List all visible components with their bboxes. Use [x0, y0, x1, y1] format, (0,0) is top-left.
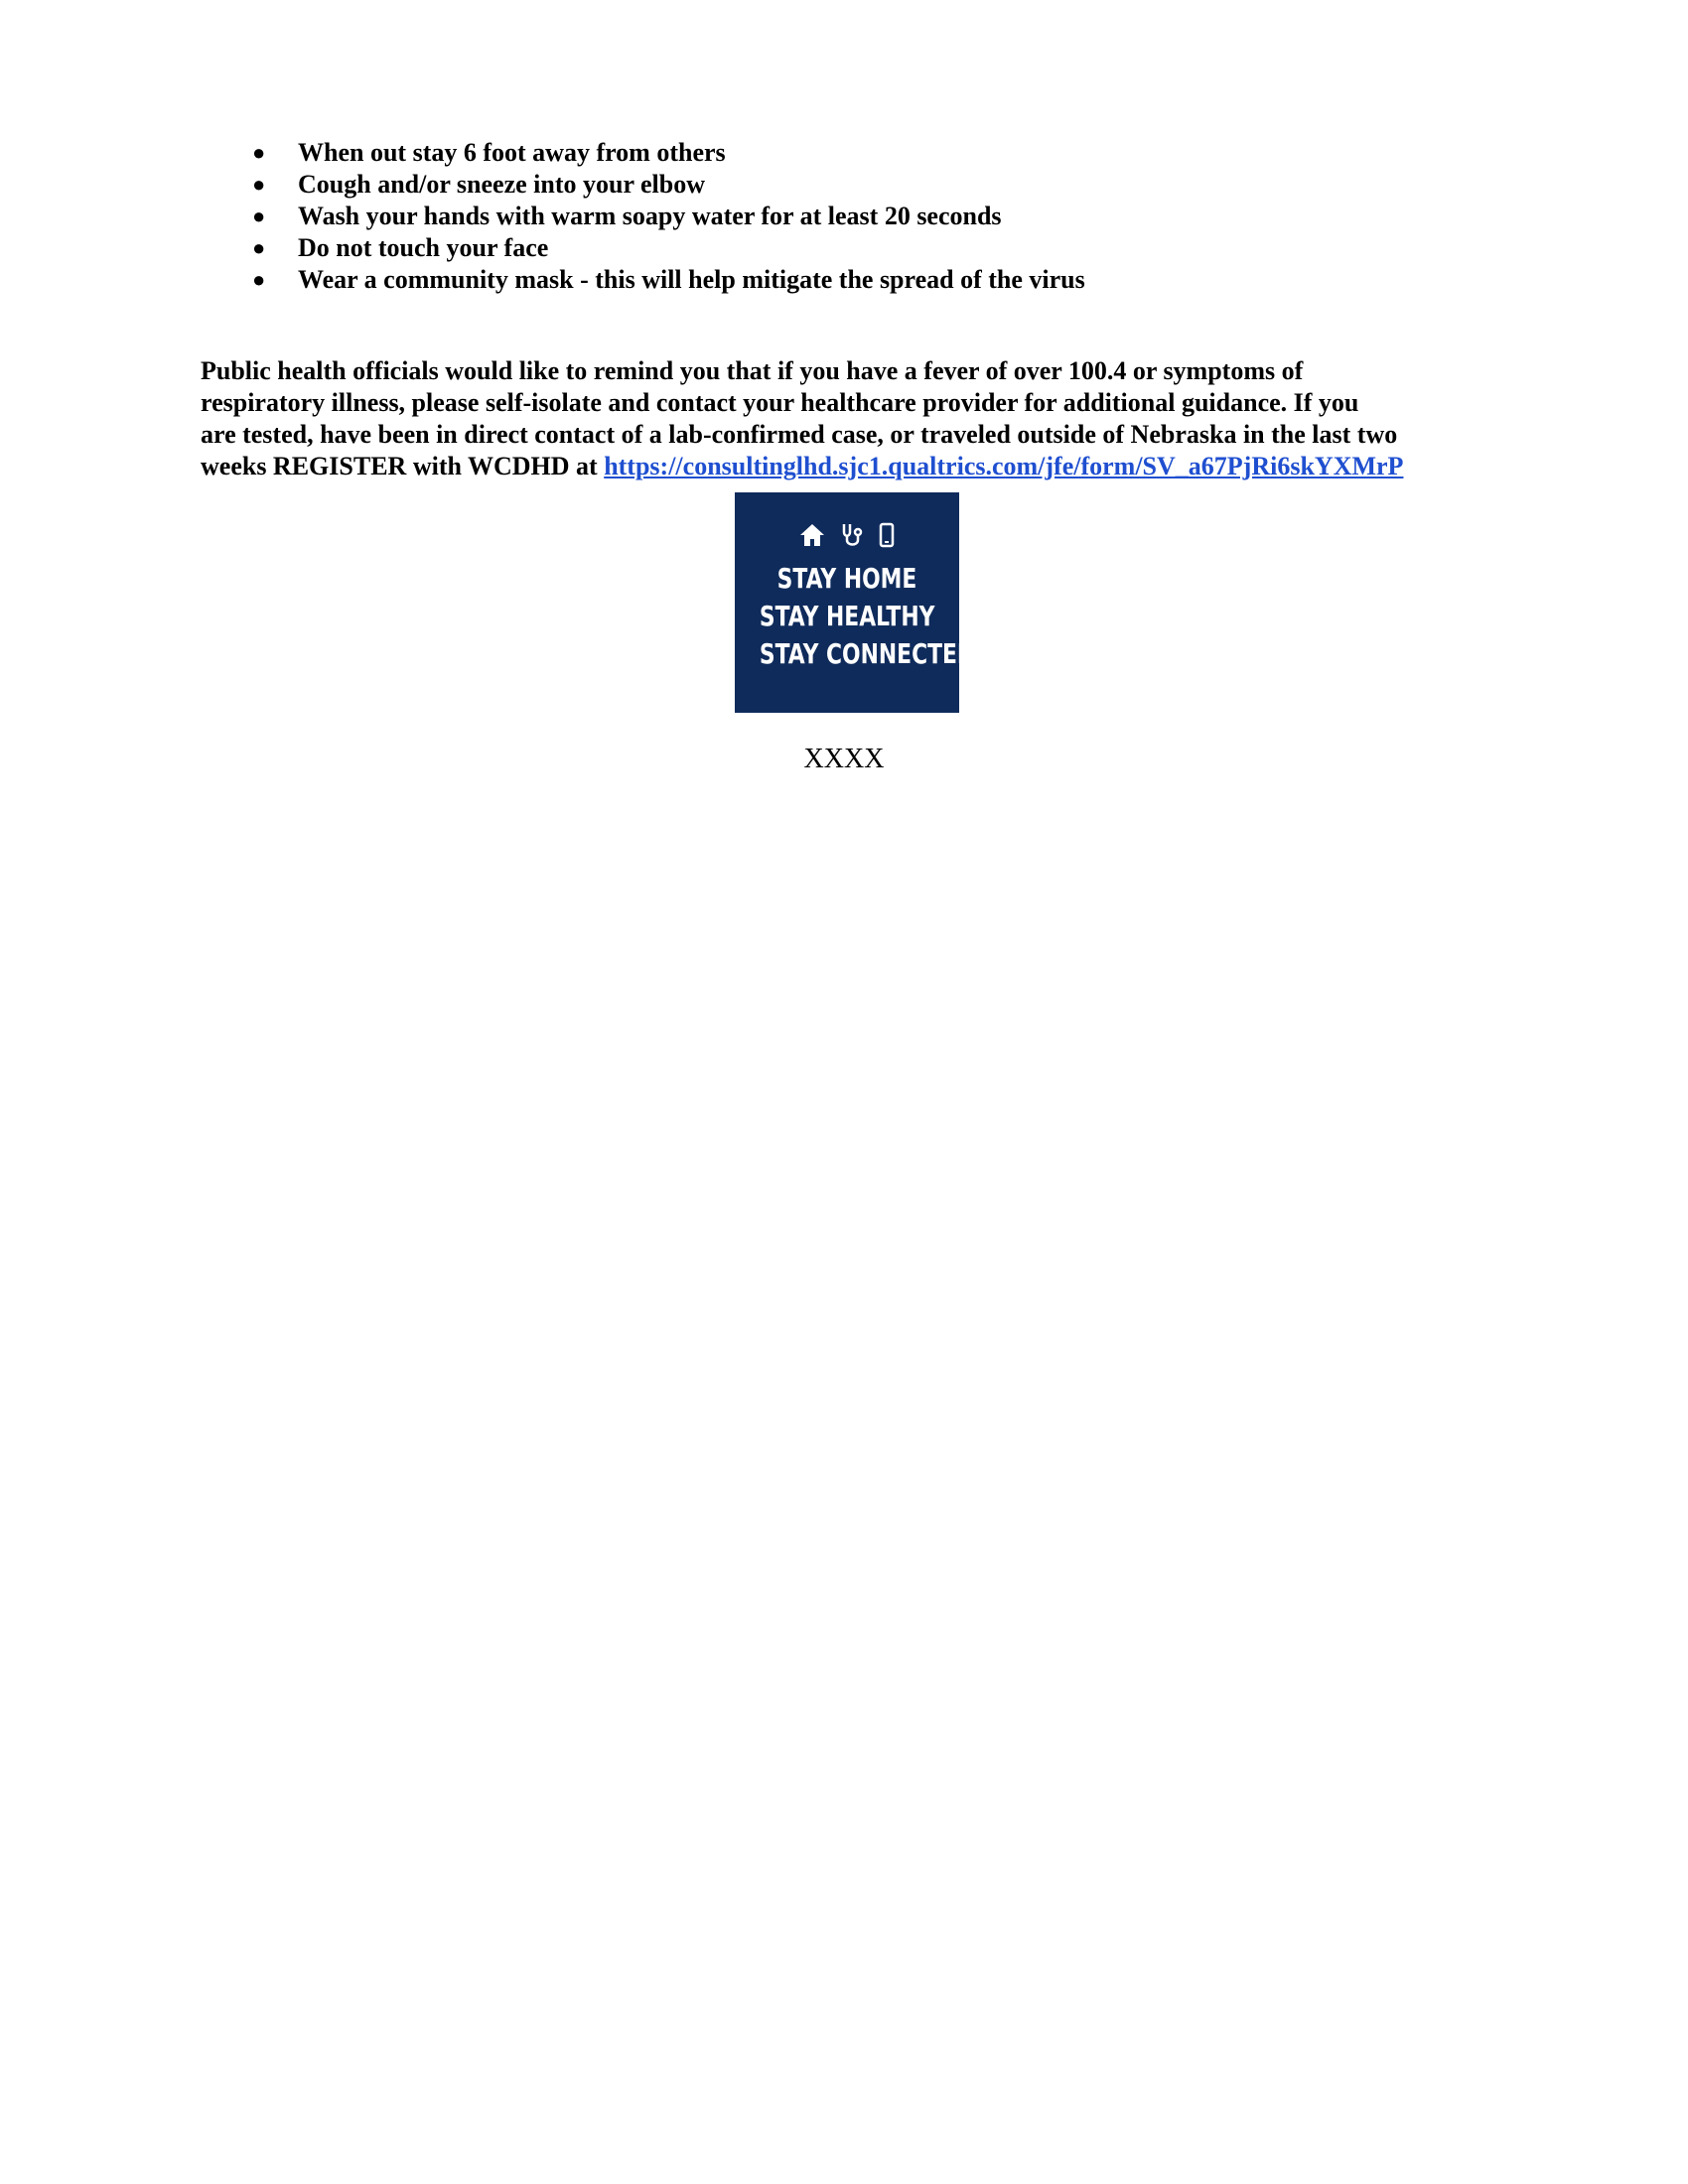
public-health-notice [201, 355, 1491, 482]
closing-mark: XXXX [803, 744, 885, 774]
bullet-icon: ● [252, 140, 266, 165]
home-icon [798, 522, 826, 548]
registration-link[interactable]: https://consultinglhd.sjc1.qualtrics.com/jfe/form/SV_a67PjRi6skYXMrP [604, 452, 1404, 480]
bullet-icon: ● [252, 172, 266, 197]
list-item [250, 137, 1085, 169]
stethoscope-icon [840, 522, 864, 548]
logo-line-stay-connected: STAY CONNECTED [759, 637, 976, 670]
logo-line-stay-healthy: STAY HEALTHY [759, 600, 935, 632]
list-item-text: When out stay 6 foot away from others [298, 138, 726, 167]
list-item [250, 201, 1085, 232]
list-item-text: Cough and/or sneeze into your elbow [298, 170, 706, 199]
list-item-text: Do not touch your face [298, 233, 549, 262]
notice-line: respiratory illness, please self-isolate and contact your healthcare provider for additional guidance. If you [201, 388, 1359, 417]
safety-tips-list [250, 137, 1085, 296]
logo-text [759, 560, 976, 673]
phone-icon [878, 522, 896, 548]
bullet-icon: ● [252, 204, 266, 228]
logo-line-stay-home: STAY HOME [776, 562, 917, 595]
list-item-text: Wash your hands with warm soapy water for at least 20 seconds [298, 202, 1002, 230]
bullet-icon: ● [252, 267, 266, 292]
list-item [250, 264, 1085, 296]
register-text: weeks REGISTER with WCDHD at [201, 452, 605, 480]
notice-line: are tested, have been in direct contact of a lab-confirmed case, or traveled outside of Nebraska in the last two [201, 420, 1398, 449]
stay-home-logo [735, 492, 976, 713]
logo-icon-row [735, 522, 959, 548]
list-item [250, 232, 1085, 264]
notice-line: Public health officials would like to remind you that if you have a fever of over 100.4 or symptoms of [201, 356, 1304, 385]
list-item [250, 169, 1085, 201]
notice-line-register [201, 451, 1491, 482]
bullet-icon: ● [252, 235, 266, 260]
list-item-text: Wear a community mask - this will help mitigate the spread of the virus [298, 265, 1085, 294]
